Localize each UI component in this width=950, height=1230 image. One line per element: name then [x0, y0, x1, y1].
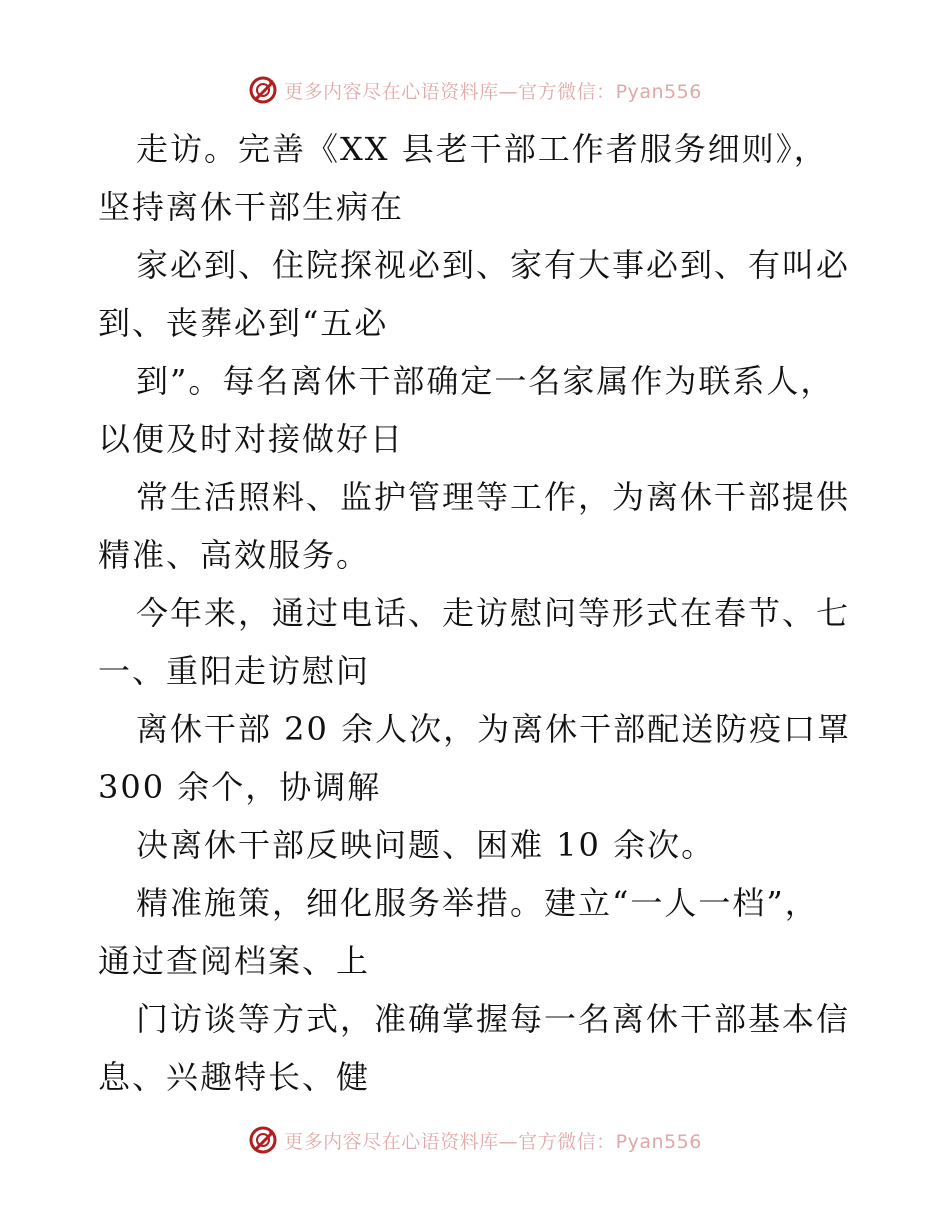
text-line: 今年来，通过电话、走访慰问等形式在春节、七 [136, 594, 851, 632]
text-line: 常生活照料、监护管理等工作，为离休干部提供 [136, 478, 851, 516]
text-line: 家必到、住院探视必到、家有大事必到、有叫必 [136, 246, 851, 284]
text-line: 坚持离休干部生病在 [98, 188, 405, 226]
text-line: 300 余个，协调解 [98, 768, 382, 806]
pen-logo-icon [248, 75, 278, 105]
text-line: 门访谈等方式，准确掌握每一名离休干部基本信 [136, 1000, 851, 1038]
text-line: 决离休干部反映问题、困难 10 余次。 [136, 826, 716, 864]
text-line: 精准施策，细化服务举措。建立“一人一档”， [136, 884, 819, 922]
pen-logo-icon [248, 1125, 278, 1155]
text-line: 到、丧葬必到“五必 [98, 304, 389, 342]
text-line: 精准、高效服务。 [98, 536, 371, 574]
text-line: 走访。完善《XX 县老干部工作者服务细则》， [136, 130, 828, 168]
header-banner [0, 70, 950, 110]
footer-banner-text: 更多内容尽在心语资料库—官方微信：Pyan556 [284, 1130, 702, 1153]
text-line: 以便及时对接做好日 [98, 420, 405, 458]
document-body [98, 120, 858, 1106]
footer-banner [0, 1120, 950, 1160]
text-line: 息、兴趣特长、健 [98, 1058, 371, 1096]
text-line: 一、重阳走访慰问 [98, 652, 371, 690]
text-line: 离休干部 20 余人次，为离休干部配送防疫口罩 [136, 710, 852, 748]
text-line: 到”。每名离休干部确定一名家属作为联系人， [136, 362, 835, 400]
header-banner-text: 更多内容尽在心语资料库—官方微信：Pyan556 [284, 80, 702, 103]
text-line: 通过查阅档案、上 [98, 942, 371, 980]
